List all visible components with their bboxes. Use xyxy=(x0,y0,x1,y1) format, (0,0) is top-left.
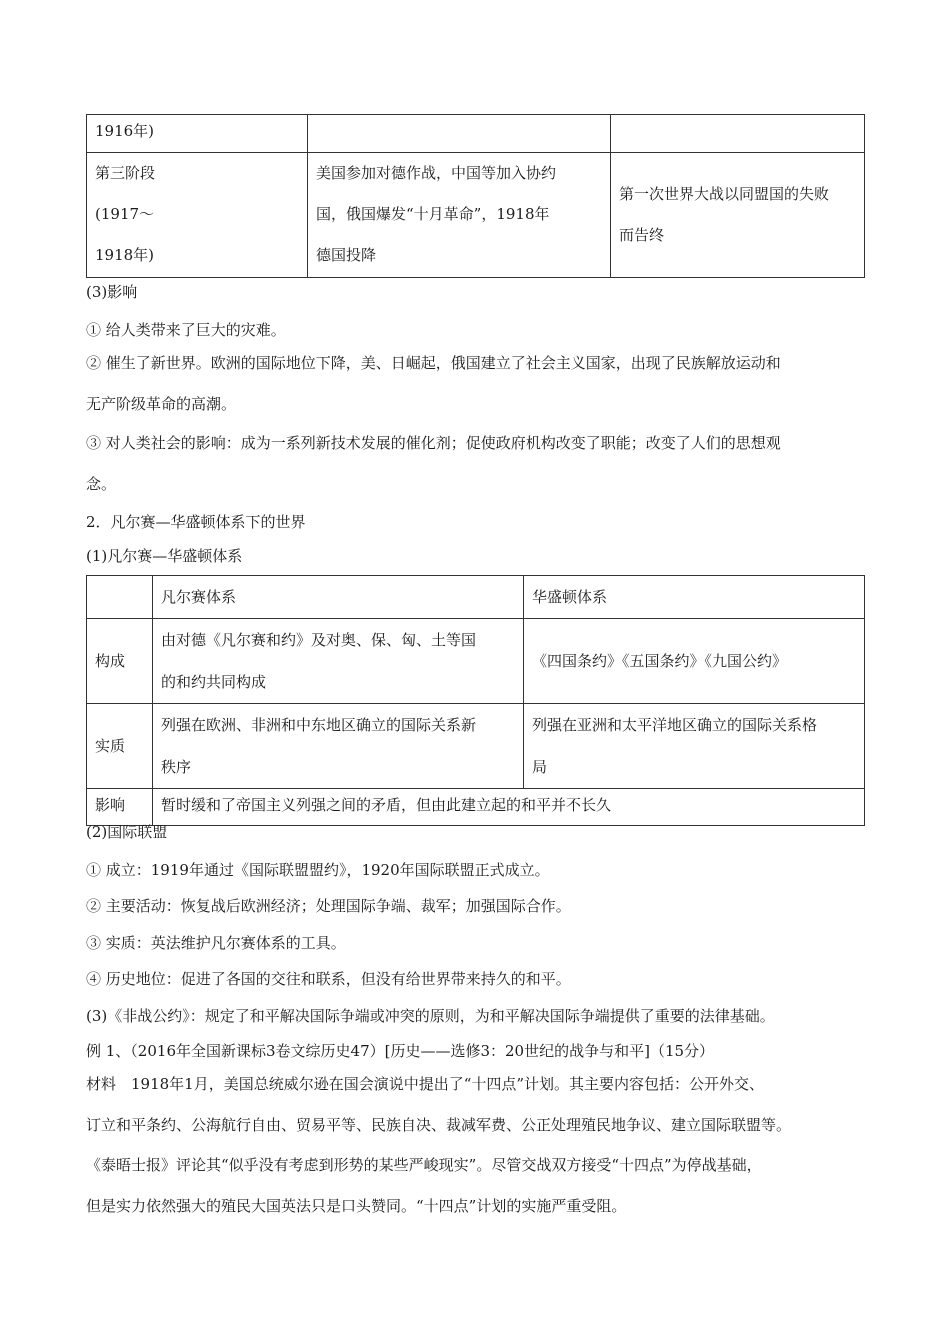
war-stages-table xyxy=(86,114,865,278)
table-cell-merged: 暂时缓和了帝国主义列强之间的矛盾，但由此建立起的和平并不长久 xyxy=(153,789,865,826)
table-row xyxy=(87,704,865,789)
table-cell: 1916年) xyxy=(87,115,308,153)
table-cell: 列强在欧洲、非洲和中东地区确立的国际关系新 秩序 xyxy=(153,704,524,789)
table-cell: 第三阶段 (1917～ 1918年) xyxy=(87,153,308,278)
table-row xyxy=(87,115,865,153)
example-line-3: 《泰晤士报》评论其“似乎没有考虑到形势的某些严峻现实”。尽管交战双方接受“十四点”为停战基础， xyxy=(86,1156,762,1174)
table-row xyxy=(87,153,865,278)
row-label: 构成 xyxy=(87,619,153,704)
impact-item-2-line-2: 无产阶级革命的高潮。 xyxy=(86,395,237,413)
impact-item-2-line-1: ② 催生了新世界。欧洲的国际地位下降，美、日崛起，俄国建立了社会主义国家，出现了民族解放运动和 xyxy=(86,354,781,372)
league-item-1: ① 成立：1919年通过《国际联盟盟约》，1920年国际联盟正式成立。 xyxy=(86,861,550,879)
impact-heading: (3)影响 xyxy=(86,283,138,301)
impact-item-1: ① 给人类带来了巨大的灾难。 xyxy=(86,321,286,339)
row-label: 影响 xyxy=(87,789,153,826)
table-cell: 《四国条约》《五国条约》《九国公约》 xyxy=(524,619,865,704)
impact-item-3-line-1: ③ 对人类社会的影响：成为一系列新技术发展的催化剂；促使政府机构改变了职能；改变了人们的思想观 xyxy=(86,434,781,452)
league-heading: (2)国际联盟 xyxy=(86,823,168,841)
table-cell: 美国参加对德作战，中国等加入协约 国，俄国爆发“十月革命”，1918年 德国投降 xyxy=(308,153,611,278)
table-cell: 列强在亚洲和太平洋地区确立的国际关系格 局 xyxy=(524,704,865,789)
table-cell xyxy=(611,115,865,153)
table-row xyxy=(87,789,865,826)
example-line-2: 订立和平条约、公海航行自由、贸易平等、民族自决、裁减军费、公正处理殖民地争议、建立国际联盟等。 xyxy=(86,1116,792,1134)
league-item-2: ② 主要活动：恢复战后欧洲经济；处理国际争端、裁军；加强国际合作。 xyxy=(86,897,571,915)
row-label: 实质 xyxy=(87,704,153,789)
table-cell xyxy=(87,576,153,619)
table-cell xyxy=(308,115,611,153)
section-2-subheading: (1)凡尔赛—华盛顿体系 xyxy=(86,547,243,565)
table-row xyxy=(87,576,865,619)
table-header-washington: 华盛顿体系 xyxy=(524,576,865,619)
table-row xyxy=(87,619,865,704)
impact-item-3-line-2: 念。 xyxy=(86,475,117,493)
pact-paragraph: (3)《非战公约》：规定了和平解决国际争端或冲突的原则，为和平解决国际争端提供了重要的法律基础。 xyxy=(86,1007,775,1025)
league-item-3: ③ 实质：英法维护凡尔赛体系的工具。 xyxy=(86,934,346,952)
example-line-1: 材料 1918年1月，美国总统威尔逊在国会演说中提出了“十四点”计划。其主要内容包括：公开外交、 xyxy=(86,1075,765,1093)
example-title: 例 1、（2016年全国新课标3卷文综历史47）[历史——选修3：20世纪的战争与和平]（15分） xyxy=(86,1042,715,1060)
section-2-heading: 2．凡尔赛—华盛顿体系下的世界 xyxy=(86,513,306,531)
league-item-4: ④ 历史地位：促进了各国的交往和联系，但没有给世界带来持久的和平。 xyxy=(86,970,571,988)
table-header-versailles: 凡尔赛体系 xyxy=(153,576,524,619)
table-cell: 由对德《凡尔赛和约》及对奥、保、匈、土等国 的和约共同构成 xyxy=(153,619,524,704)
versailles-washington-table xyxy=(86,575,865,826)
example-line-4: 但是实力依然强大的殖民大国英法只是口头赞同。“十四点”计划的实施严重受阻。 xyxy=(86,1197,627,1215)
table-cell: 第一次世界大战以同盟国的失败 而告终 xyxy=(611,153,865,278)
